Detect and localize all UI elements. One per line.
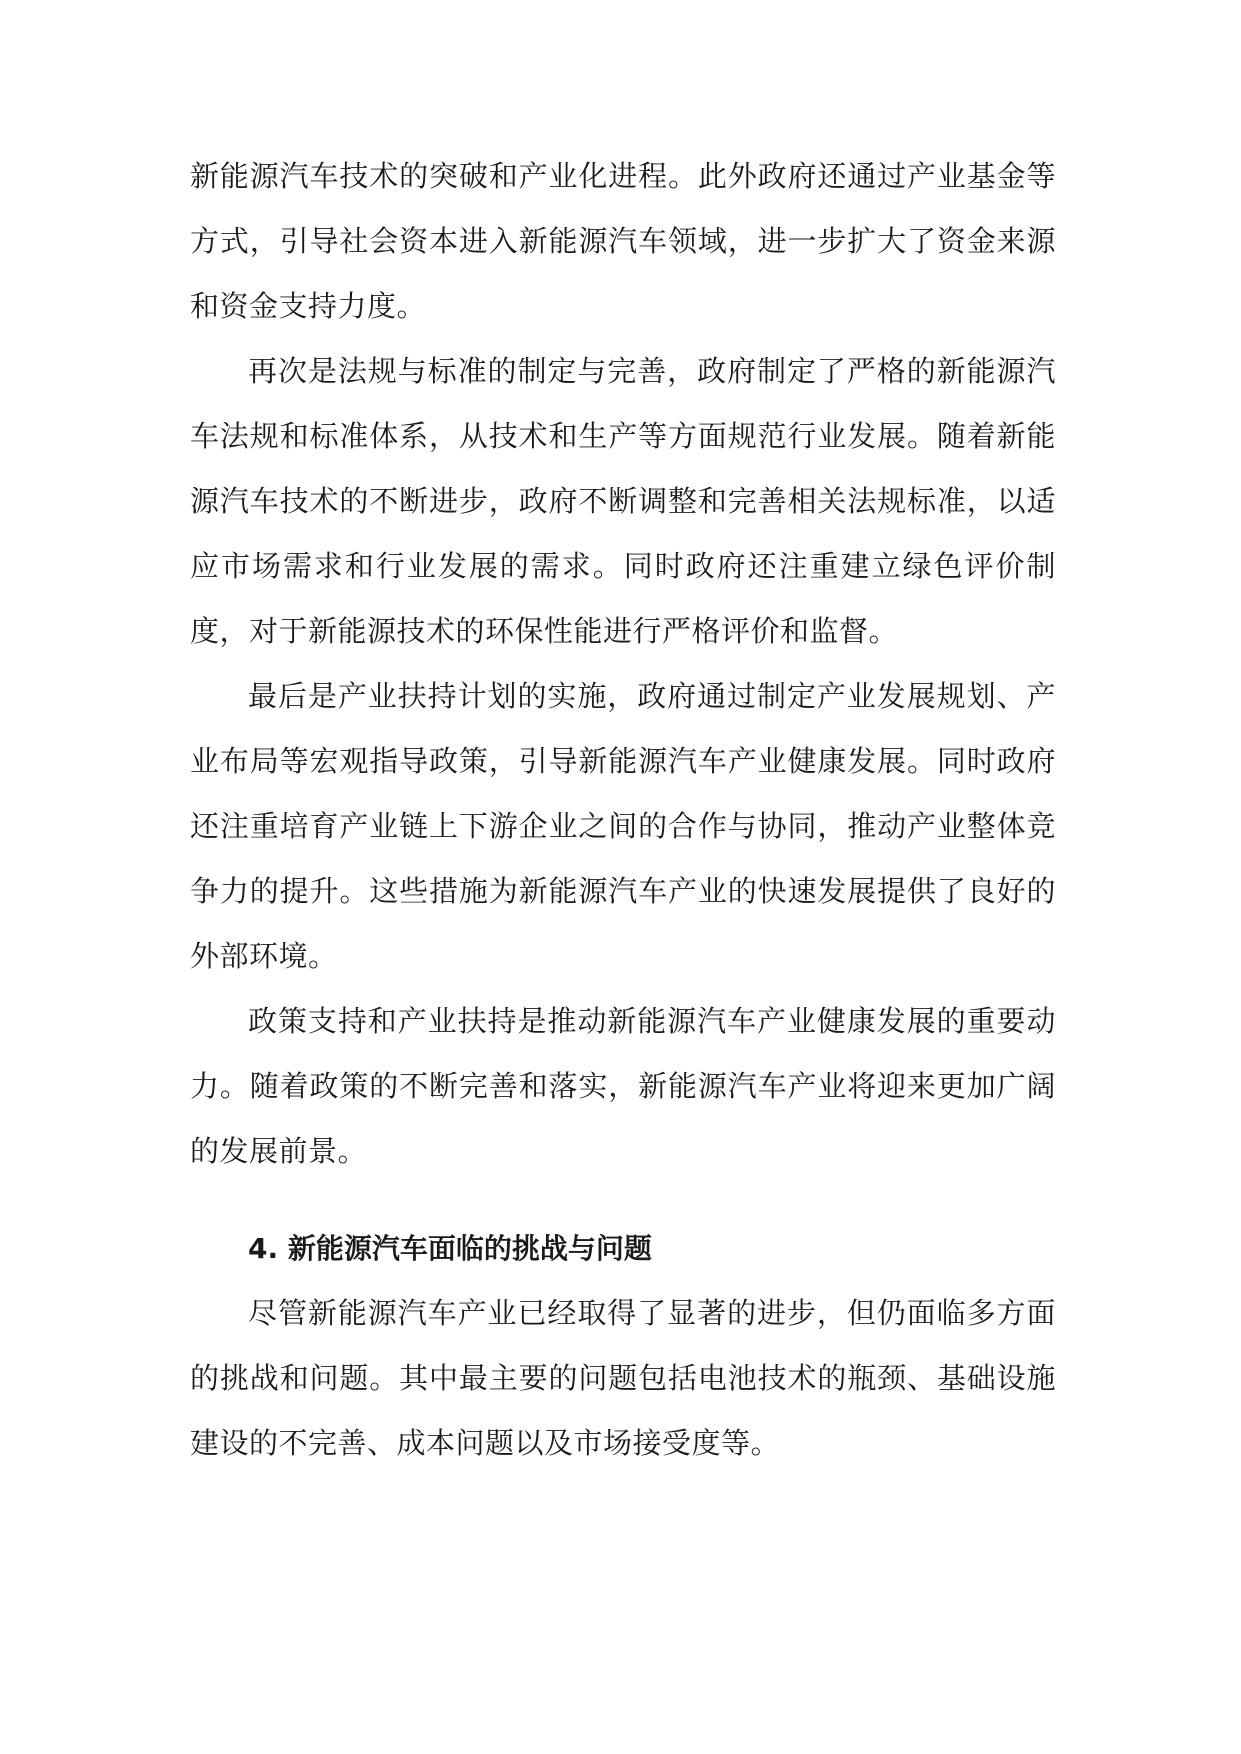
section-heading: 4. 新能源汽车面临的挑战与问题 (248, 1232, 652, 1265)
paragraph-regulations: 再次是法规与标准的制定与完善，政府制定了严格的新能源汽车法规和标准体系，从技术和生产等方面规范行业发展。随着新能源汽车技术的不断进步，政府不断调整和完善相关法规标准，以适应市场需求和行业发展的需求。同时政府还注重建立绿色评价制度，对于新能源技术的环保性能进行严格评价和监督。 (190, 354, 1056, 648)
paragraph-policy-summary: 政策支持和产业扶持是推动新能源汽车产业健康发展的重要动力。随着政策的不断完善和落实，新能源汽车产业将迎来更加广阔的发展前景。 (190, 1004, 1056, 1168)
paragraph-challenges: 尽管新能源汽车产业已经取得了显著的进步，但仍面临多方面的挑战和问题。其中最主要的问题包括电池技术的瓶颈、基础设施建设的不完善、成本问题以及市场接受度等。 (190, 1296, 1056, 1460)
document-body (190, 144, 1056, 1476)
paragraph-continuation: 新能源汽车技术的突破和产业化进程。此外政府还通过产业基金等方式，引导社会资本进入新能源汽车领域，进一步扩大了资金来源和资金支持力度。 (190, 159, 1056, 323)
paragraph-industry-support: 最后是产业扶持计划的实施，政府通过制定产业发展规划、产业布局等宏观指导政策，引导新能源汽车产业健康发展。同时政府还注重培育产业链上下游企业之间的合作与协同，推动产业整体竞争力的提升。这些措施为新能源汽车产业的快速发展提供了良好的外部环境。 (190, 679, 1056, 973)
